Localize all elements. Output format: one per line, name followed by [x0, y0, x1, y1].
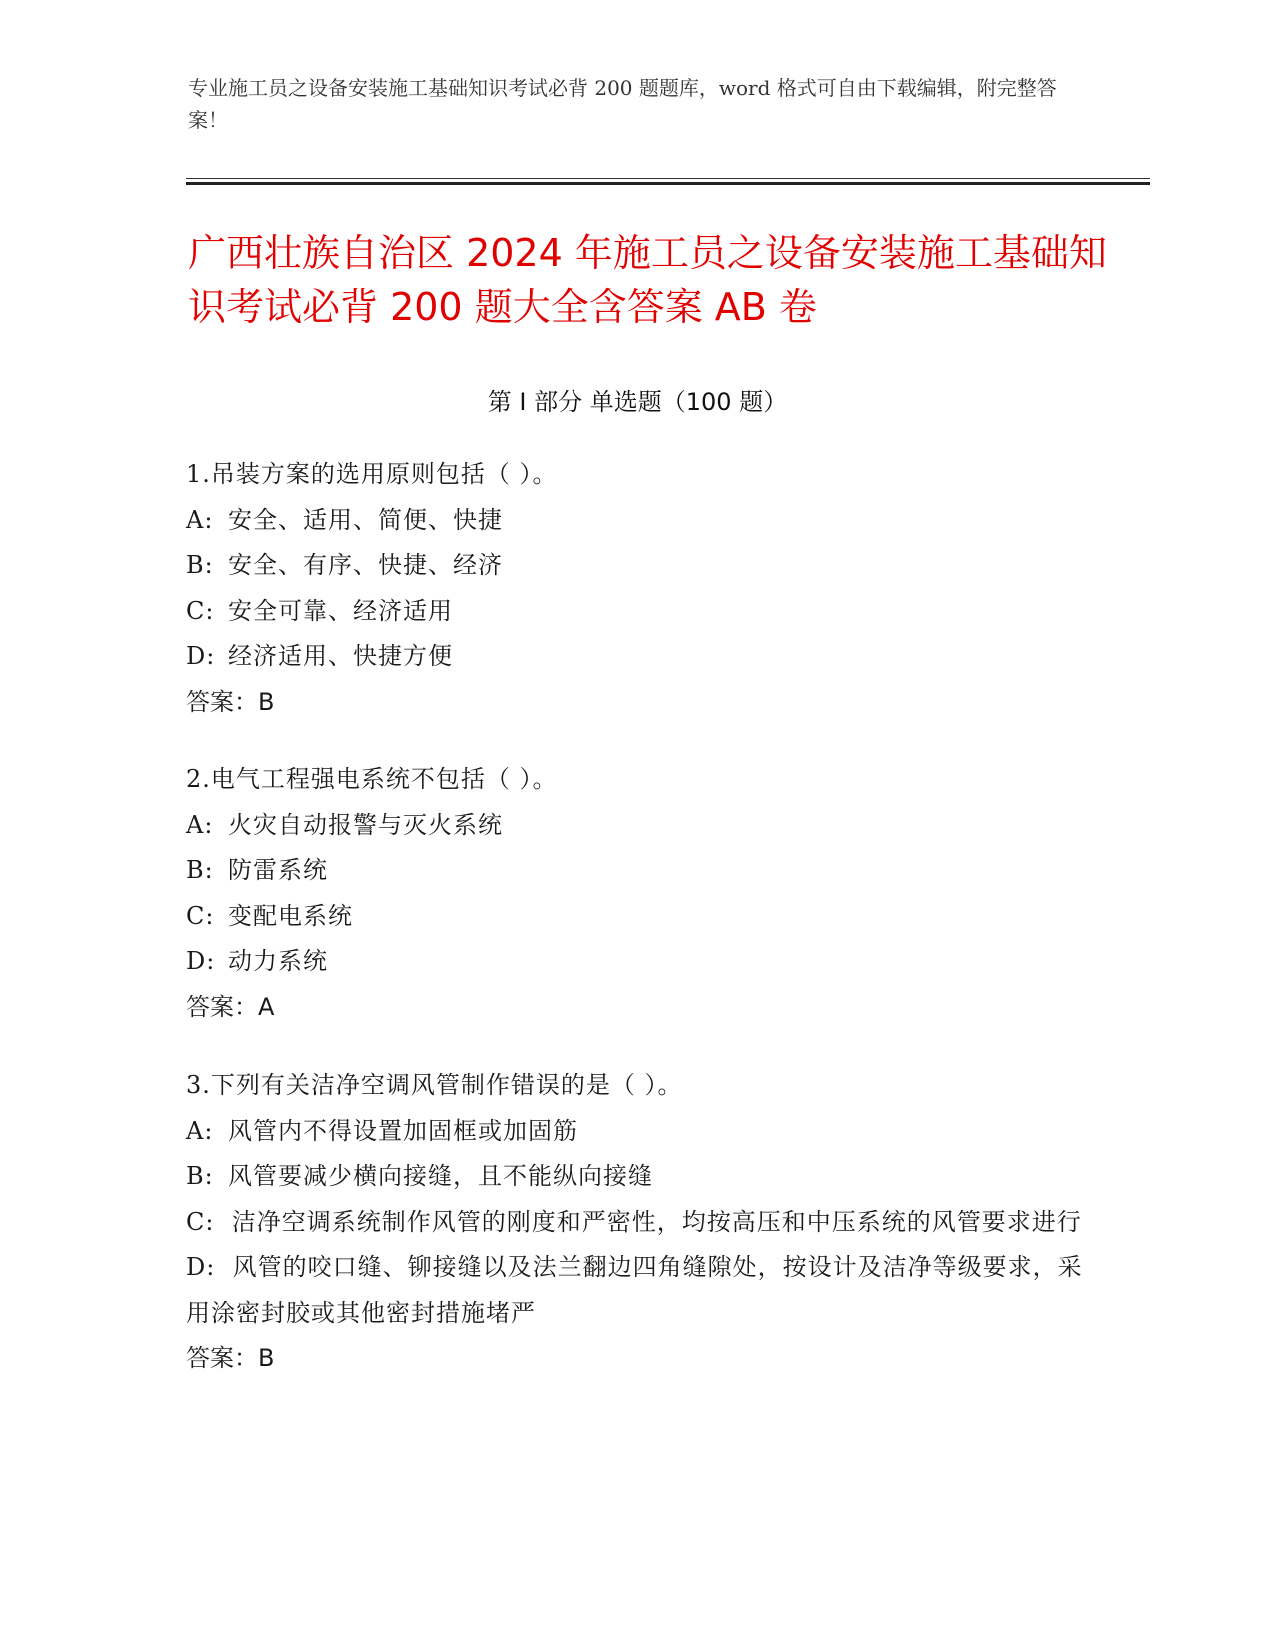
option-b — [186, 1154, 1086, 1200]
option-b — [186, 848, 1086, 894]
document-title: 广西壮族自治区 2024 年施工员之设备安装施工基础知识考试必背 200 题大全含答案 AB 卷 — [188, 231, 1107, 329]
option-text: 经济适用、快捷方便 — [228, 642, 453, 670]
option-label: A: — [186, 505, 214, 534]
option-label: A: — [186, 810, 214, 839]
option-a — [186, 803, 1086, 849]
option-label: A: — [186, 1116, 214, 1145]
option-text: 洁净空调系统制作风管的刚度和严密性，均按高压和中压系统的风管要求进行 — [231, 1207, 1082, 1236]
answer: 答案：B — [186, 1344, 275, 1372]
option-d — [186, 634, 1086, 680]
option-c — [186, 589, 1086, 635]
option-text: 安全、适用、简便、快捷 — [228, 505, 503, 534]
section-title: 第 I 部分 单选题（100 题） — [487, 388, 788, 416]
option-a — [186, 498, 1086, 544]
option-text: 风管要减少横向接缝，且不能纵向接缝 — [228, 1162, 653, 1190]
option-label: C: — [186, 1207, 215, 1236]
option-text: 变配电系统 — [228, 901, 353, 930]
header-note: 专业施工员之设备安装施工基础知识考试必背 200 题题库，word 格式可自由下载编辑，附完整答案！ — [188, 76, 1057, 132]
option-label: B: — [186, 551, 214, 579]
option-text: 防雷系统 — [228, 856, 328, 884]
option-d — [186, 939, 1086, 985]
option-text: 火灾自动报警与灭火系统 — [228, 810, 503, 839]
option-c — [186, 894, 1086, 940]
option-label: C: — [186, 596, 215, 625]
option-label: D: — [186, 1253, 216, 1281]
answer: 答案：B — [186, 687, 275, 716]
option-b — [186, 543, 1086, 589]
question-2 — [186, 757, 1086, 1030]
question-1 — [186, 452, 1086, 725]
question-3 — [186, 1063, 1086, 1382]
option-label: B: — [186, 1162, 214, 1190]
option-c — [186, 1200, 1086, 1246]
option-text: 动力系统 — [228, 947, 328, 975]
option-label: B: — [186, 856, 214, 884]
option-a — [186, 1109, 1086, 1155]
question-stem: 1.吊装方案的选用原则包括（ ）。 — [186, 460, 558, 488]
option-label: D: — [186, 947, 216, 975]
header-divider-thick — [186, 182, 1150, 185]
option-text: 风管的咬口缝、铆接缝以及法兰翻边四角缝隙处，按设计及洁净等级要求，采用涂密封胶或其他密封措施堵严 — [186, 1253, 1083, 1327]
option-d — [186, 1245, 1086, 1336]
option-text: 风管内不得设置加固框或加固筋 — [228, 1116, 578, 1145]
option-label: D: — [186, 642, 216, 670]
answer: 答案：A — [186, 992, 275, 1021]
option-label: C: — [186, 901, 215, 930]
question-stem: 2.电气工程强电系统不包括（ ）。 — [186, 765, 558, 793]
header-divider-thin — [186, 178, 1150, 179]
question-stem: 3.下列有关洁净空调风管制作错误的是（ ）。 — [186, 1071, 683, 1099]
option-text: 安全、有序、快捷、经济 — [228, 551, 503, 579]
option-text: 安全可靠、经济适用 — [228, 596, 453, 625]
